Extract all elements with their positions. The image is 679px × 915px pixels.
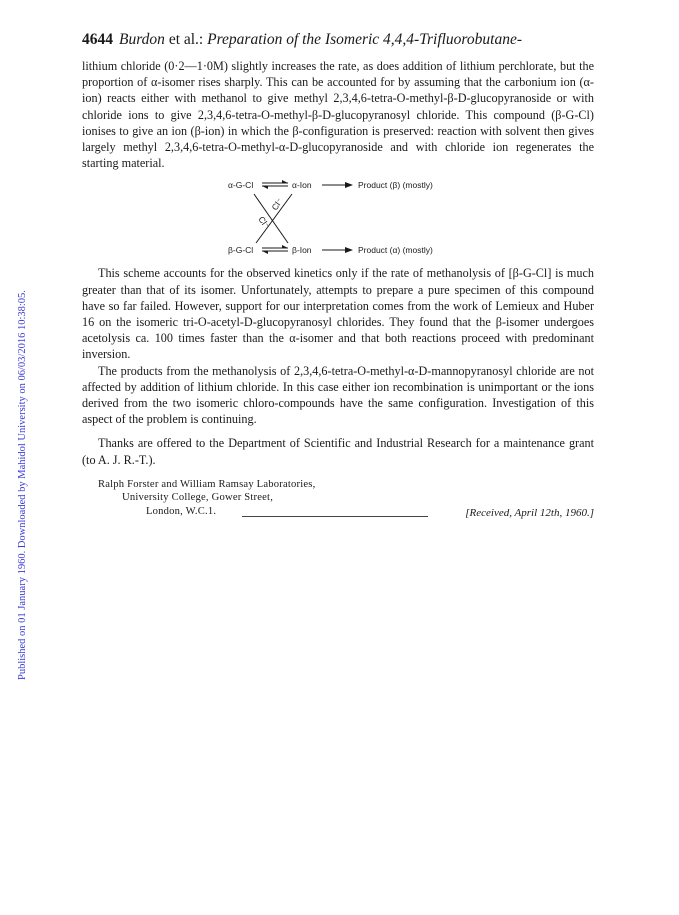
equilibrium-arrow-top bbox=[262, 180, 288, 189]
paragraph-continued: lithium chloride (0·2—1·0M) slightly increases the rate, as does addition of lithium perchlorate, but the proportion of α-isomer rises sharply. This can be accounted for by assuming that the carbonium ion (α-ion) reacts either with methanol to give methyl 2,3,4,6-tetra-O-methyl-β-D-glucopyranoside or with chloride ions to give 2,3,4,6-tetra-O-methyl-β-D-glucopyranosyl chloride. This compound (β-G-Cl) ionises to give an ion (β-ion) in which the β-configuration is preserved: reaction with solvent then gives largely methyl 2,3,4,6-tetra-O-methyl-α-D-glucopyranoside and with chloride ion regenerates the starting material. bbox=[82, 59, 594, 171]
address-line-2: University College, Gower Street, bbox=[122, 492, 274, 504]
scheme-product-beta: Product (β) (mostly) bbox=[358, 180, 433, 191]
download-stamp-text: Published on 01 January 1960. Downloaded by Mahidol University on 06/03/2016 10:38:05. bbox=[17, 290, 28, 680]
acknowledgement: Thanks are offered to the Department of Scientific and Industrial Research for a maintenance grant (to A. J. R.-T.). bbox=[82, 436, 594, 467]
scheme-product-alpha: Product (α) (mostly) bbox=[358, 245, 433, 256]
received-date bbox=[465, 507, 594, 521]
paragraph-scheme-discussion: This scheme accounts for the observed kinetics only if the rate of methanolysis of [β-G-Cl] is much greater than that of its isomer. Unfortunately, attempts to prepare a pure specimen of this compound have so far failed. However, support for our interpretation comes from the work of Lemieux and Huber 16 on the isomeric tri-O-acetyl-D-glucopyranosyl chlorides. They found that the β-isomer undergoes acetolysis ca. 100 times faster than the α-isomer and that both reactions proceed with predominant inversion. bbox=[82, 266, 594, 362]
download-stamp bbox=[4, 160, 28, 680]
running-head-authors: Burdon bbox=[119, 31, 165, 48]
paper-page bbox=[82, 30, 594, 518]
scheme-cl-label-1: Cl⁻ bbox=[256, 214, 272, 231]
end-rule bbox=[242, 516, 428, 517]
author-address bbox=[82, 478, 594, 519]
address-line-1: Ralph Forster and William Ramsay Laboratories, bbox=[98, 478, 316, 490]
reaction-scheme-svg bbox=[82, 177, 594, 257]
reaction-scheme bbox=[82, 177, 594, 257]
scheme-beta-gcl: β-G-Cl bbox=[228, 245, 254, 256]
scheme-cl-label-2: Cl⁻ bbox=[269, 196, 285, 213]
scheme-beta-ion: β-Ion bbox=[292, 245, 312, 256]
running-head-etal: et al.: bbox=[164, 31, 204, 48]
scheme-alpha-ion: α-Ion bbox=[292, 180, 312, 191]
scheme-alpha-gcl: α-G-Cl bbox=[228, 180, 254, 191]
address-line-3: London, W.C.1. bbox=[146, 505, 217, 517]
received-date-text: [Received, April 12th, 1960.] bbox=[465, 506, 594, 519]
running-head-title: Preparation of the Isomeric 4,4,4-Trifluorobutane- bbox=[203, 31, 522, 48]
paragraph-mannopyranosyl: The products from the methanolysis of 2,3,4,6-tetra-O-methyl-α-D-mannopyranosyl chloride are not affected by addition of lithium chloride. In this case either ion recombination is unimportant or the ions derived from the two isomeric chloro-compounds have the same configuration. Investigation of this aspect of the problem is continuing. bbox=[82, 363, 594, 427]
page-number: 4644 bbox=[82, 31, 113, 48]
equilibrium-arrow-bottom bbox=[262, 245, 288, 254]
running-head bbox=[82, 30, 594, 50]
